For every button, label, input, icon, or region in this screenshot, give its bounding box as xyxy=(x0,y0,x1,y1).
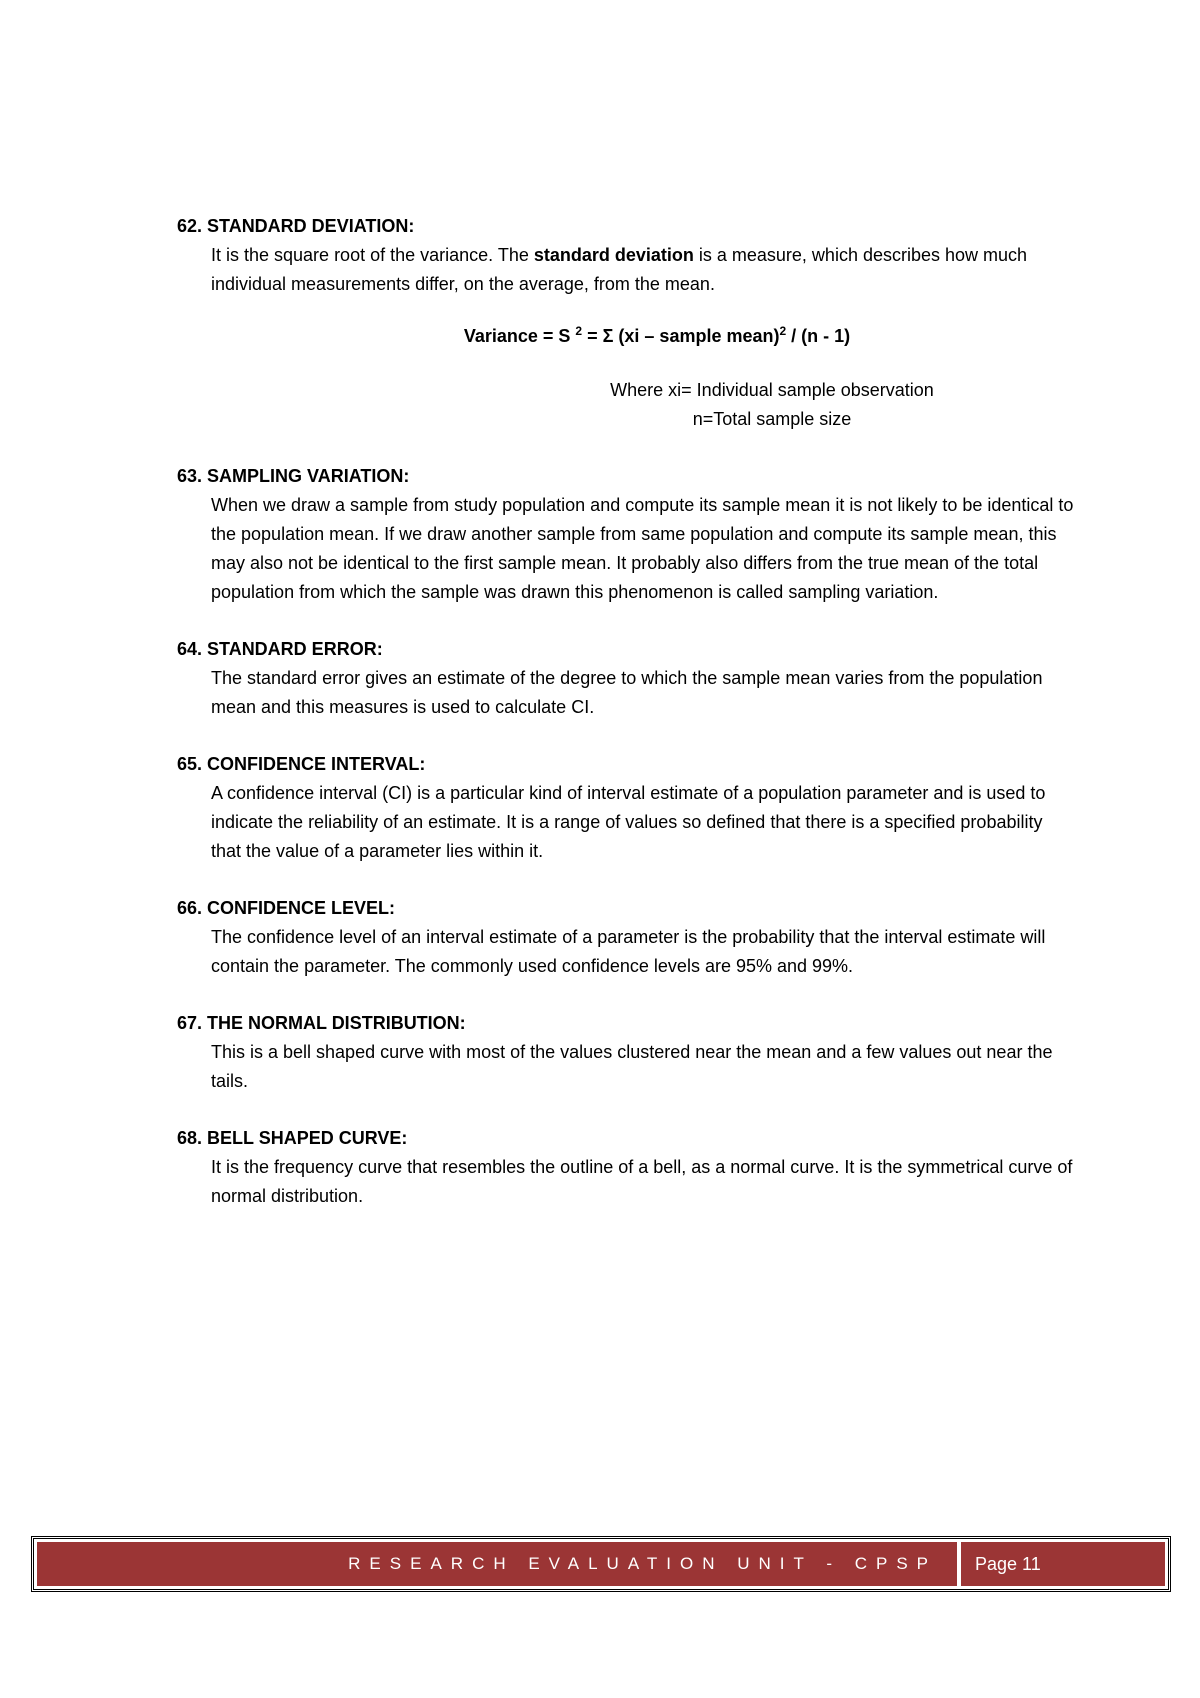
variance-formula xyxy=(177,322,1077,351)
section-text: When we draw a sample from study population and compute its sample mean it is not likely to be identical to the population mean. If we draw another sample from same population and compute its sample mean, this may also not be identical to the first sample mean. It probably also differs from the true mean of the total population from which the sample was drawn this phenomenon is called sampling variation. xyxy=(211,495,1074,602)
footer-unit-name: RESEARCH EVALUATION UNIT - CPSP xyxy=(37,1542,957,1586)
section-text xyxy=(211,241,1077,299)
section-standard-deviation xyxy=(177,212,1077,434)
bold-term: standard deviation xyxy=(533,245,694,265)
section-heading: 68. BELL SHAPED CURVE: xyxy=(177,1128,408,1148)
section-heading: 63. SAMPLING VARIATION: xyxy=(177,466,410,486)
formula-part: = Σ (xi – sample mean) xyxy=(582,326,780,346)
legend-line: Where xi= Individual sample observation xyxy=(610,380,934,400)
section-text: This is a bell shaped curve with most of the values clustered near the mean and a few values out near the tails. xyxy=(211,1042,1053,1091)
section-text: It is the frequency curve that resembles the outline of a bell, as a normal curve. It is the symmetrical curve of normal distribution. xyxy=(211,1157,1073,1206)
section-heading: 67. THE NORMAL DISTRIBUTION: xyxy=(177,1013,466,1033)
section-confidence-interval xyxy=(177,750,1077,866)
section-heading: 66. CONFIDENCE LEVEL: xyxy=(177,898,396,918)
section-heading: 62. STANDARD DEVIATION: xyxy=(177,216,415,236)
text-part: is a measure, which describes how much individual measurements differ, on the average, from the mean. xyxy=(211,245,1028,294)
formula-part: / (n - 1) xyxy=(786,326,851,346)
text-part: It is the square root of the variance. The xyxy=(211,245,534,265)
footer-bar xyxy=(37,1542,1165,1586)
section-confidence-level xyxy=(177,894,1077,981)
legend-line: n=Total sample size xyxy=(692,409,852,429)
section-text: A confidence interval (CI) is a particular kind of interval estimate of a population parameter and is used to indicate the reliability of an estimate. It is a range of values so defined that there is a specified probability that the value of a parameter lies within it. xyxy=(211,783,1046,861)
section-text: The confidence level of an interval estimate of a parameter is the probability that the interval estimate will contain the parameter. The commonly used confidence levels are 95% and 99%. xyxy=(211,927,1046,976)
section-normal-distribution xyxy=(177,1009,1077,1096)
section-heading: 64. STANDARD ERROR: xyxy=(177,639,383,659)
formula-superscript: 2 xyxy=(575,324,583,338)
formula-superscript: 2 xyxy=(779,324,787,338)
formula-part: Variance = S xyxy=(463,326,576,346)
footer-page-number: Page 11 xyxy=(961,1542,1165,1586)
section-heading: 65. CONFIDENCE INTERVAL: xyxy=(177,754,426,774)
section-standard-error xyxy=(177,635,1077,722)
section-sampling-variation xyxy=(177,462,1077,607)
formula-legend xyxy=(177,376,1077,434)
page-content xyxy=(177,212,1077,1239)
page-footer xyxy=(31,1536,1171,1592)
section-text: The standard error gives an estimate of the degree to which the sample mean varies from the population mean and this measures is used to calculate CI. xyxy=(211,668,1043,717)
section-bell-shaped-curve xyxy=(177,1124,1077,1211)
